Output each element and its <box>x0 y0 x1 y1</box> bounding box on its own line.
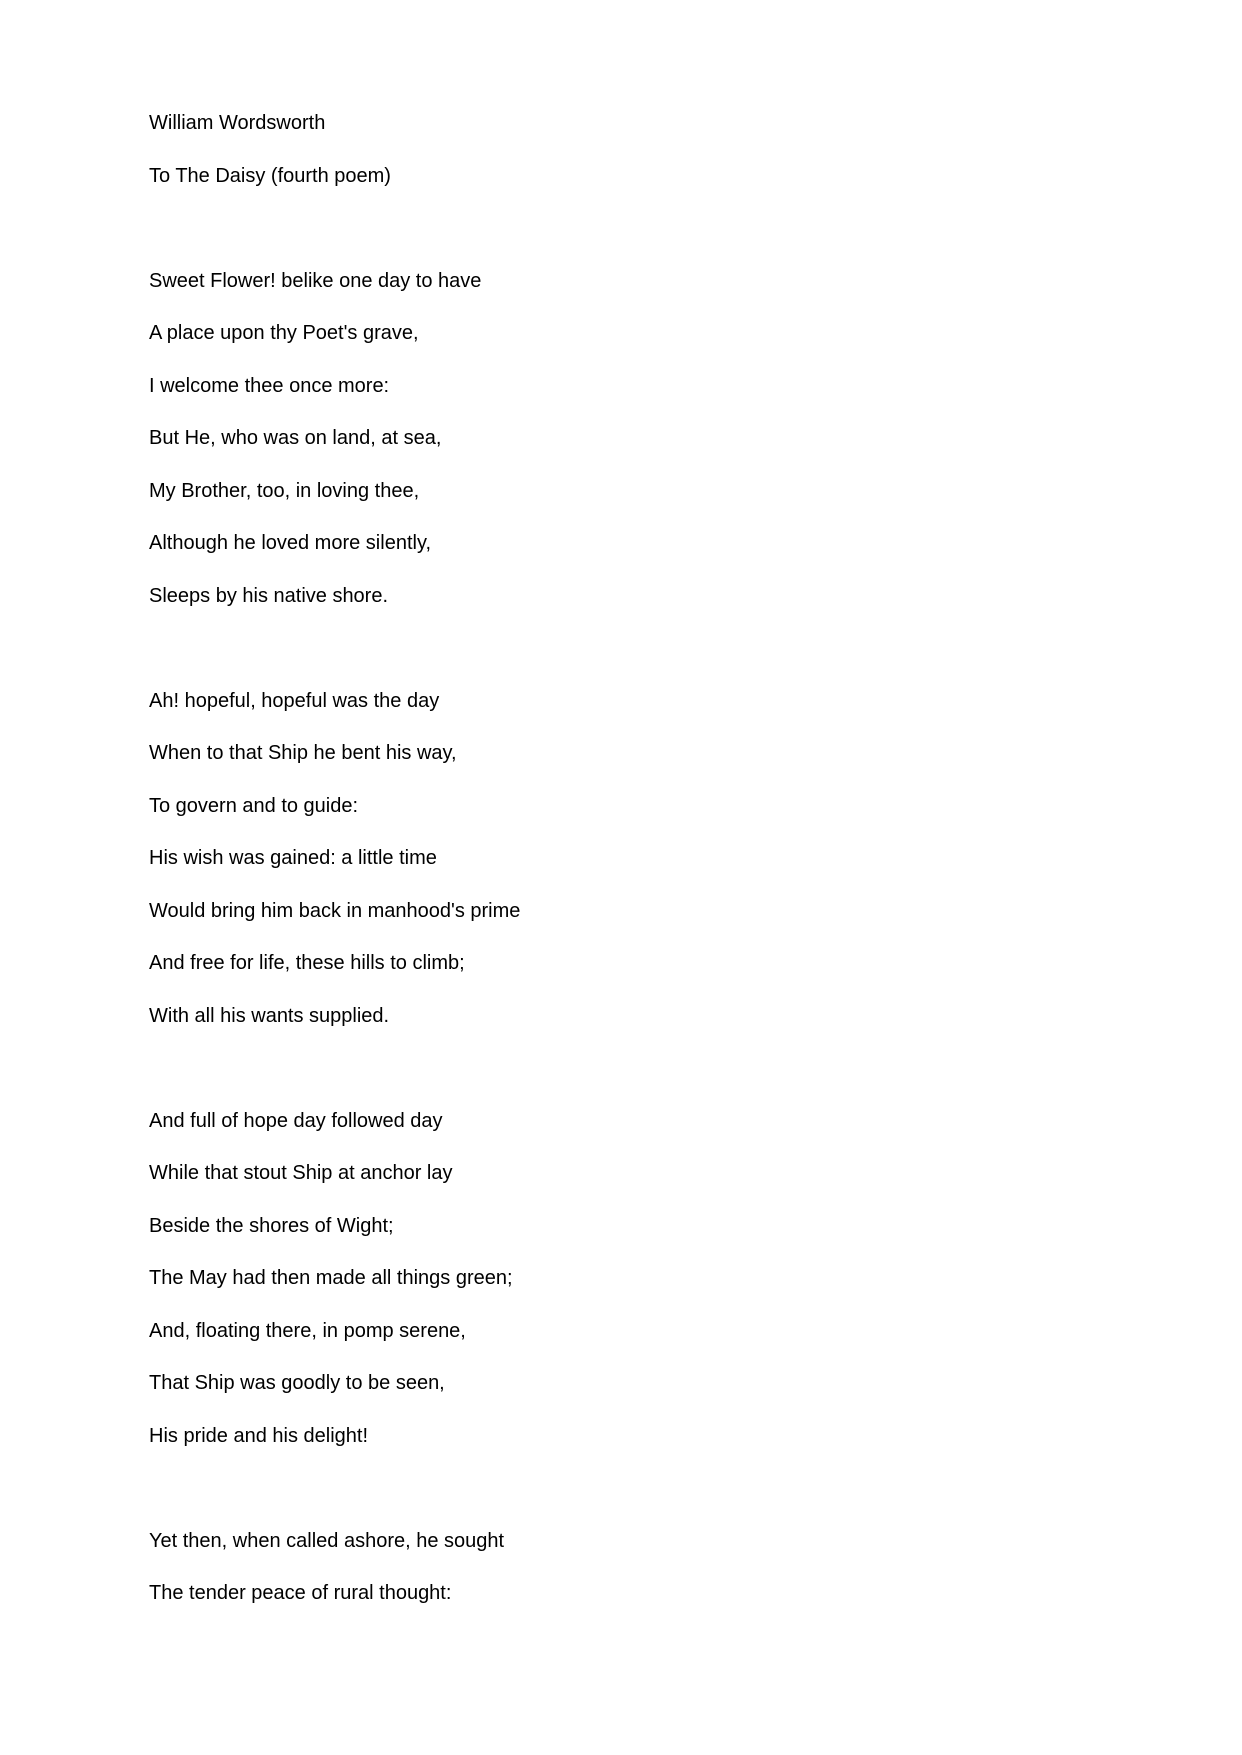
poem-line: Ah! hopeful, hopeful was the day <box>149 689 440 712</box>
poem-line: And, floating there, in pomp serene, <box>149 1319 466 1342</box>
stanza-2 <box>149 688 520 1056</box>
stanza-gap <box>149 1055 520 1108</box>
poem-line: When to that Ship he bent his way, <box>149 742 457 764</box>
poem-line: His pride and his delight! <box>149 1424 369 1447</box>
stanza-4 <box>149 1528 520 1633</box>
poem-line: I welcome thee once more: <box>149 374 390 397</box>
stanza-3 <box>149 1108 520 1476</box>
poem-line: My Brother, too, in loving thee, <box>149 479 420 502</box>
poem-line: Sweet Flower! belike one day to have <box>149 269 482 292</box>
poem-line: That Ship was goodly to be seen, <box>149 1372 445 1394</box>
poem-line: Would bring him back in manhood's prime <box>149 899 521 922</box>
poem-line: And free for life, these hills to climb; <box>149 952 465 974</box>
poem-line: To govern and to guide: <box>149 794 359 817</box>
stanza-gap <box>149 1475 520 1528</box>
stanza-gap <box>149 215 520 268</box>
poem-line: The tender peace of rural thought: <box>149 1582 452 1604</box>
poem-line: The May had then made all things green; <box>149 1267 513 1289</box>
poem-line: Beside the shores of Wight; <box>149 1214 394 1237</box>
poem-text <box>149 110 520 1633</box>
poem-line: With all his wants supplied. <box>149 1004 390 1027</box>
poem-line: Although he loved more silently, <box>149 532 432 554</box>
stanza-gap <box>149 635 520 688</box>
poem-line: And full of hope day followed day <box>149 1109 443 1132</box>
poem-title: To The Daisy (fourth poem) <box>149 164 391 187</box>
poem-line: Yet then, when called ashore, he sought <box>149 1529 505 1552</box>
poem-line: His wish was gained: a little time <box>149 847 437 869</box>
author-name: William Wordsworth <box>149 112 326 134</box>
poem-line: A place upon thy Poet's grave, <box>149 322 419 344</box>
poem-line: But He, who was on land, at sea, <box>149 427 442 449</box>
stanza-1 <box>149 268 520 636</box>
poem-line: Sleeps by his native shore. <box>149 584 389 607</box>
poem-line: While that stout Ship at anchor lay <box>149 1162 453 1184</box>
